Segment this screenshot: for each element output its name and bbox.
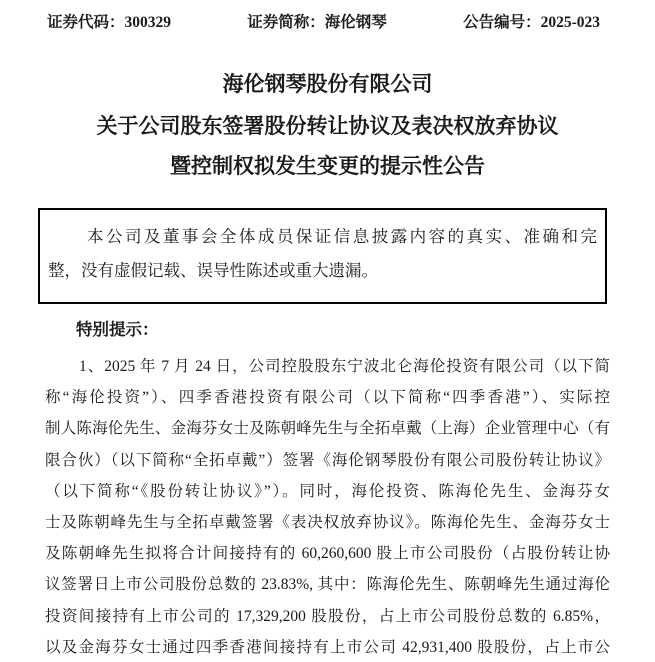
- document-meta-header: [0, 0, 655, 33]
- paragraph-line: 投资间接持有上市公司的 17,329,200 股股份，占上市公司股份总数的 6.85%，: [45, 607, 610, 625]
- announcement-subtitle-line1: 关于公司股东签署股份转让协议及表决权放弃协议: [96, 114, 559, 138]
- paragraph-line: 称“海伦投资”）、四季香港投资有限公司（以下简称“四季香港”）、实际控: [45, 389, 610, 407]
- paragraph-line: 1、2025 年 7 月 24 日，公司控股股东宁波北仑海伦投资有限公司（以下简: [79, 358, 610, 375]
- disclaimer-line-2: 整，没有虚假记载、误导性陈述或重大遗漏。: [48, 261, 378, 280]
- disclaimer-box: [38, 208, 607, 304]
- announcement-subtitle-line2: 暨控制权拟发生变更的提示性公告: [170, 154, 485, 178]
- paragraph-line: 限合伙）（以下简称“全拓卓戴”）签署《海伦钢琴股份有限公司股份转让协议》: [45, 451, 610, 469]
- paragraph-line: 议签署日上市公司股份总数的 23.83%, 其中：陈海伦先生、陈朝峰先生通过海伦: [45, 576, 610, 594]
- special-notice-heading: 特别提示：: [76, 320, 159, 339]
- stock-code: 证券代码：300329: [47, 14, 172, 31]
- stock-short-name: 证券简称：海伦钢琴: [247, 14, 387, 31]
- paragraph-line: （以下简称“《股份转让协议》”）。同时，海伦投资、陈海伦先生、金海芬女: [45, 482, 610, 500]
- document-body: [45, 318, 610, 662]
- announcement-number: 公告编号：2025-023: [463, 14, 600, 31]
- special-notice-paragraph: [45, 351, 610, 662]
- paragraph-line: 制人陈海伦先生、金海芬女士及陈朝峰先生与全拓卓戴（上海）企业管理中心（有: [45, 420, 610, 438]
- paragraph-line: 及陈朝峰先生拟将合计间接持有的 60,260,600 股上市公司股份（占股份转让协: [45, 545, 610, 563]
- paragraph-line: 士及陈朝峰先生与全拓卓戴签署《表决权放弃协议》。陈海伦先生、金海芬女士: [45, 514, 610, 532]
- disclaimer-line-1: 本公司及董事会全体成员保证信息披露内容的真实、准确和完: [87, 227, 597, 246]
- company-name-title: 海伦钢琴股份有限公司: [222, 72, 433, 96]
- paragraph-line: 以及金海芬女士通过四季香港间接持有上市公司 42,931,400 股股份，占上市公: [45, 638, 610, 656]
